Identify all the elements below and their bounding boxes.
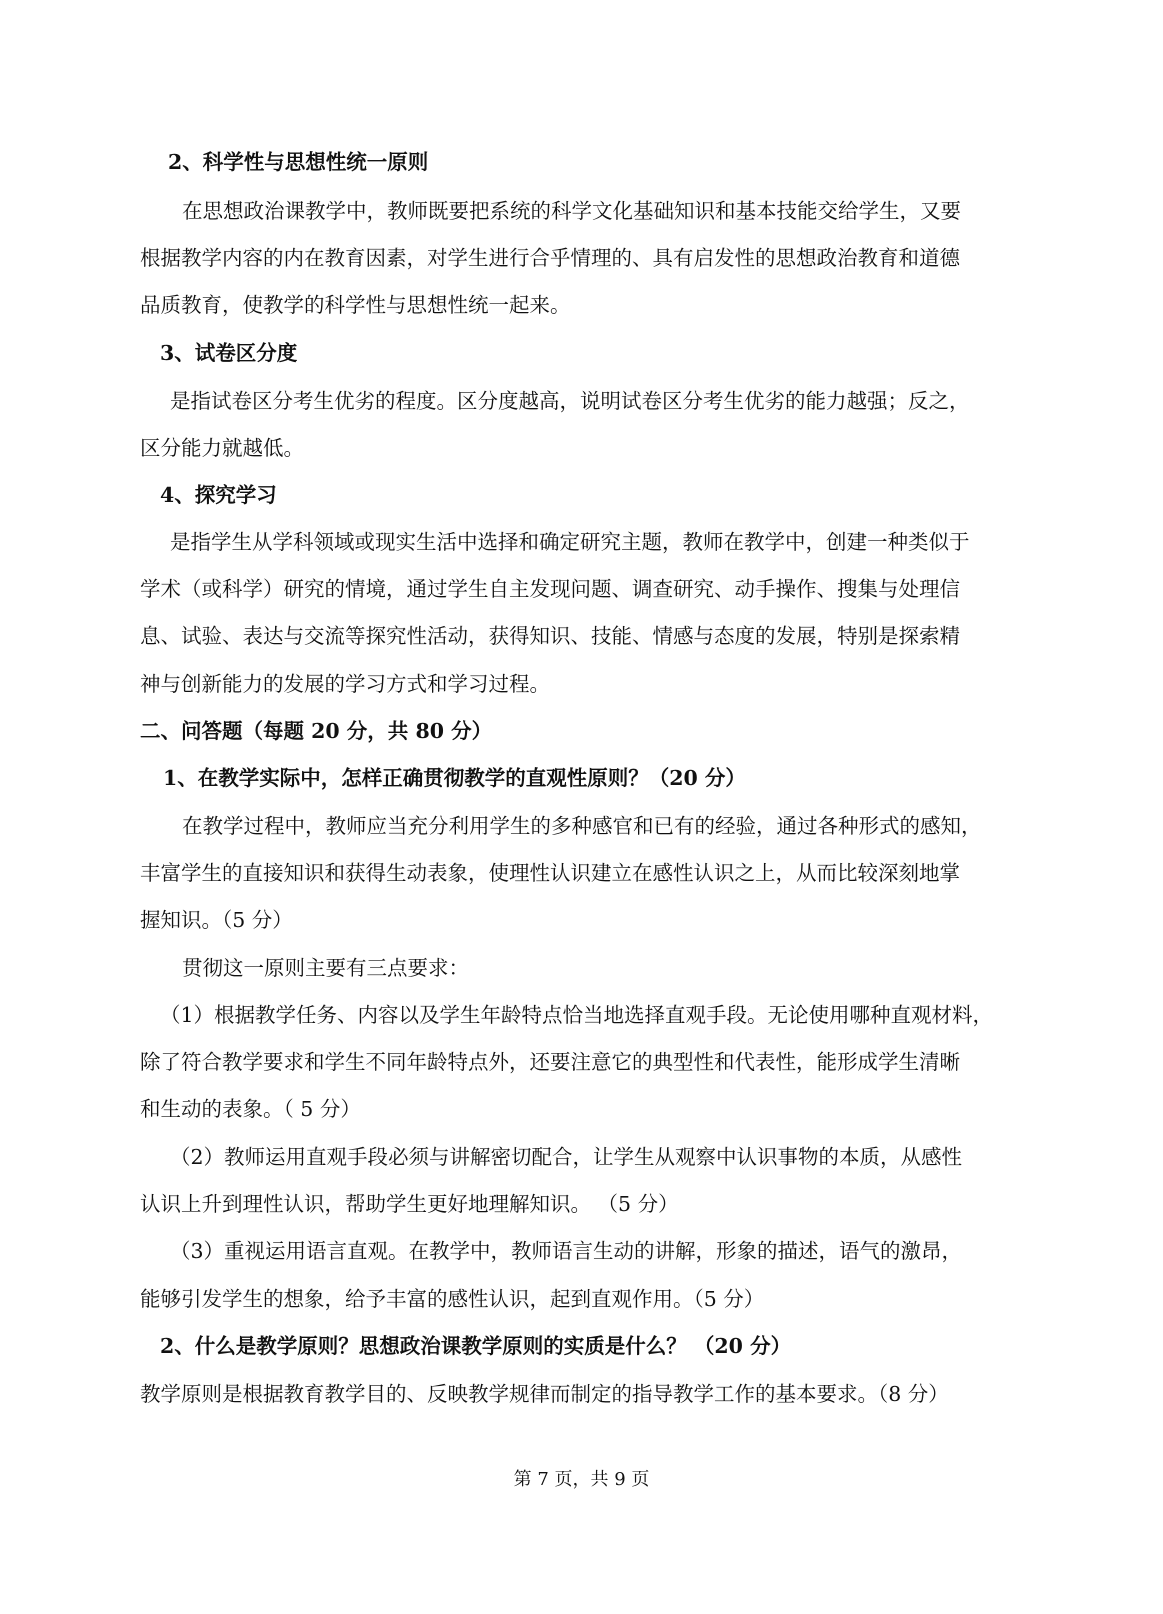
- paragraph-line: 学术（或科学）研究的情境，通过学生自主发现问题、调查研究、动手操作、搜集与处理信: [140, 577, 960, 601]
- paragraph-line: 是指学生从学科领域或现实生活中选择和确定研究主题，教师在教学中，创建一种类似于: [170, 530, 970, 554]
- paragraph-line: （3）重视运用语言直观。在教学中，教师语言生动的讲解，形象的描述，语气的激昂，: [170, 1239, 963, 1263]
- paragraph-line: 品质教育，使教学的科学性与思想性统一起来。: [140, 293, 571, 317]
- paragraph-line: 丰富学生的直接知识和获得生动表象，使理性认识建立在感性认识之上，从而比较深刻地掌: [140, 861, 960, 885]
- paragraph-line: 在教学过程中，教师应当充分利用学生的多种感官和已有的经验，通过各种形式的感知，: [182, 814, 982, 838]
- part-heading: 二、问答题（每题 20 分，共 80 分）: [140, 719, 493, 743]
- paragraph-line: （2）教师运用直观手段必须与讲解密切配合，让学生从观察中认识事物的本质，从感性: [170, 1145, 963, 1169]
- paragraph-line: 认识上升到理性认识，帮助学生更好地理解知识。 （5 分）: [140, 1192, 679, 1216]
- question-heading: 2、什么是教学原则？思想政治课教学原则的实质是什么？ （20 分）: [160, 1334, 792, 1358]
- section-heading: 4、探究学习: [160, 483, 277, 507]
- paragraph-line: 息、试验、表达与交流等探究性活动，获得知识、技能、情感与态度的发展，特别是探索精: [140, 624, 960, 648]
- paragraph-line: （1）根据教学任务、内容以及学生年龄特点恰当地选择直观手段。无论使用哪种直观材料，: [160, 1003, 994, 1027]
- paragraph-line: 根据教学内容的内在教育因素，对学生进行合乎情理的、具有启发性的思想政治教育和道德: [140, 246, 960, 270]
- paragraph-line: 区分能力就越低。: [140, 436, 304, 460]
- paragraph-line: 贯彻这一原则主要有三点要求：: [182, 956, 469, 980]
- paragraph-line: 和生动的表象。（ 5 分）: [140, 1097, 361, 1121]
- paragraph-line: 神与创新能力的发展的学习方式和学习过程。: [140, 672, 550, 696]
- paragraph-line: 教学原则是根据教育教学目的、反映教学规律而制定的指导教学工作的基本要求。（8 分）: [140, 1382, 949, 1406]
- question-heading: 1、在教学实际中，怎样正确贯彻教学的直观性原则？（20 分）: [163, 766, 746, 790]
- section-heading: 2、科学性与思想性统一原则: [168, 150, 429, 174]
- page-number: 第 7 页，共 9 页: [513, 1469, 650, 1490]
- paragraph-line: 在思想政治课教学中，教师既要把系统的科学文化基础知识和基本技能交给学生，又要: [182, 199, 961, 223]
- paragraph-line: 握知识。（5 分）: [140, 908, 293, 932]
- paragraph-line: 能够引发学生的想象，给予丰富的感性认识，起到直观作用。（5 分）: [140, 1287, 765, 1311]
- section-heading: 3、试卷区分度: [160, 341, 298, 365]
- paragraph-line: 除了符合教学要求和学生不同年龄特点外，还要注意它的典型性和代表性，能形成学生清晰: [140, 1050, 960, 1074]
- paragraph-line: 是指试卷区分考生优劣的程度。区分度越高，说明试卷区分考生优劣的能力越强；反之，: [170, 389, 970, 413]
